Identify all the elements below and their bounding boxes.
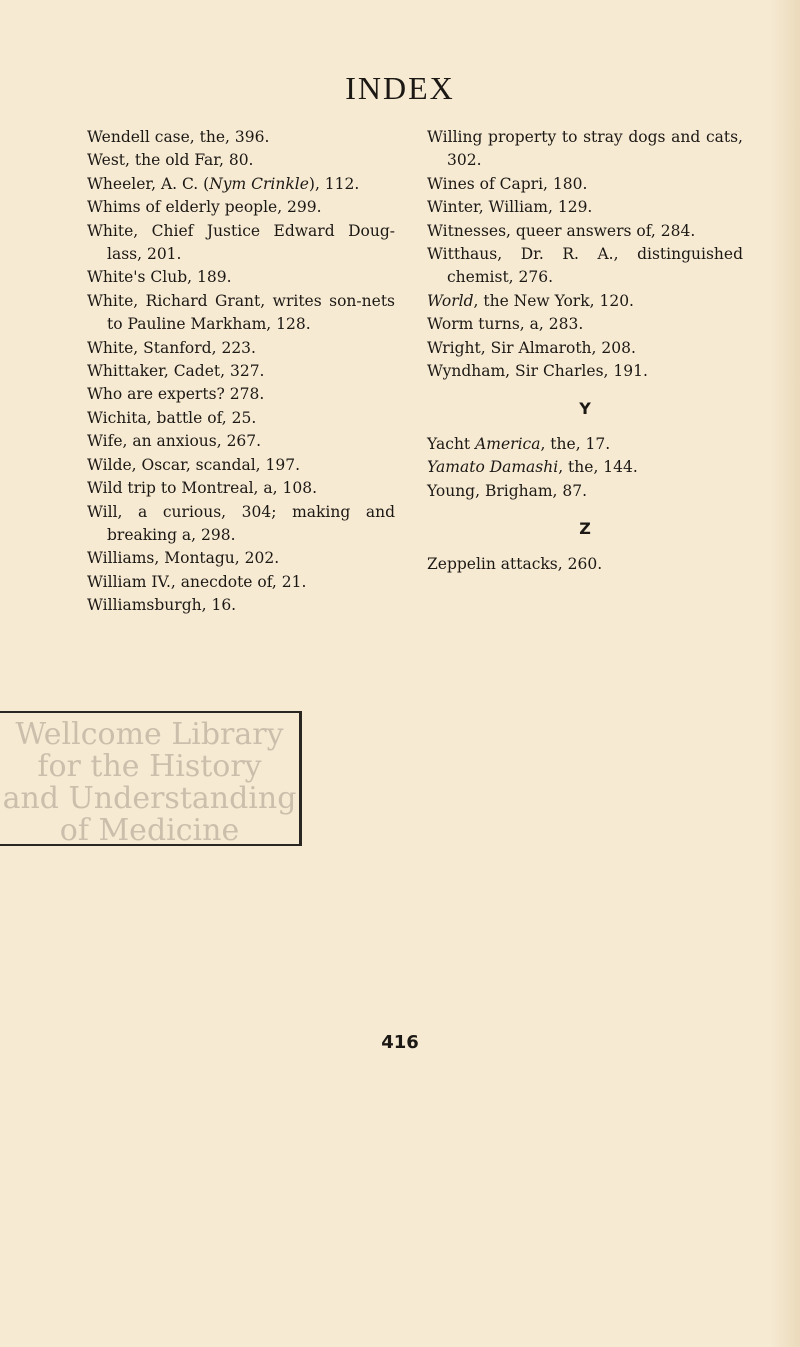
index-entry: Willing property to stray dogs and cats, 302. bbox=[427, 128, 743, 170]
index-entry: Zeppelin attacks, 260. bbox=[427, 554, 603, 573]
library-stamp bbox=[0, 711, 302, 846]
index-entry: Wright, Sir Almaroth, 208. bbox=[427, 338, 636, 357]
index-entry: White, Richard Grant, writes son-nets to Pauline Markham, 128. bbox=[87, 291, 395, 334]
italic-title: World bbox=[427, 291, 474, 310]
index-entry: White's Club, 189. bbox=[87, 268, 232, 287]
index-entry: White, Stanford, 223. bbox=[87, 338, 256, 357]
index-entry: Winter, William, 129. bbox=[427, 198, 593, 217]
section-letter-y: Y bbox=[579, 399, 591, 419]
index-entry: Wife, an anxious, 267. bbox=[87, 432, 262, 451]
index-entry: Young, Brigham, 87. bbox=[427, 481, 588, 500]
index-entry: Williams, Montagu, 202. bbox=[87, 549, 280, 568]
page-title: INDEX bbox=[345, 70, 455, 106]
index-entry: Yacht America, the, 17. bbox=[427, 434, 611, 453]
stamp-line: Wellcome Library bbox=[15, 717, 284, 752]
italic-title: Nym Crinkle bbox=[209, 174, 309, 193]
index-column-left bbox=[87, 126, 395, 618]
index-entry: Witthaus, Dr. R. A., distinguished chemist, 276. bbox=[427, 245, 743, 287]
index-entry: Wines of Capri, 180. bbox=[427, 174, 588, 193]
page-edge-shadow bbox=[770, 0, 800, 1347]
index-entry: Who are experts? 278. bbox=[87, 385, 265, 404]
index-entry: Whittaker, Cadet, 327. bbox=[87, 362, 265, 381]
index-entry: Williamsburgh, 16. bbox=[87, 596, 237, 615]
index-entry: William IV., anecdote of, 21. bbox=[87, 572, 307, 591]
index-entry: Wheeler, A. C. (Nym Crinkle), 112. bbox=[87, 174, 360, 193]
index-entry: Witnesses, queer answers of, 284. bbox=[427, 221, 696, 240]
stamp-line: for the History bbox=[37, 749, 262, 784]
stamp-line: of Medicine bbox=[59, 813, 240, 848]
stamp-line: and Understanding bbox=[2, 781, 297, 816]
italic-title: America bbox=[475, 434, 541, 453]
index-column-right bbox=[427, 126, 743, 576]
index-entry: Yamato Damashi, the, 144. bbox=[427, 458, 638, 477]
index-entry: Whims of elderly people, 299. bbox=[87, 198, 322, 217]
index-entry: Will, a curious, 304; making and breaking a, 298. bbox=[87, 502, 395, 544]
index-entry: Worm turns, a, 283. bbox=[427, 315, 584, 334]
index-entry: Wild trip to Montreal, a, 108. bbox=[87, 479, 318, 498]
index-entry: Wilde, Oscar, scandal, 197. bbox=[87, 455, 301, 474]
index-entry: Wendell case, the, 396. bbox=[87, 128, 270, 146]
index-entry: Wyndham, Sir Charles, 191. bbox=[427, 362, 648, 381]
index-entry: World, the New York, 120. bbox=[427, 291, 634, 310]
section-letter-z: Z bbox=[579, 519, 591, 539]
index-entry: Wichita, battle of, 25. bbox=[87, 408, 257, 427]
italic-title: Yamato Damashi bbox=[427, 458, 559, 477]
page-number: 416 bbox=[381, 1032, 419, 1053]
index-entry: West, the old Far, 80. bbox=[87, 151, 254, 170]
index-entry: White, Chief Justice Edward Doug-lass, 201. bbox=[87, 221, 395, 264]
